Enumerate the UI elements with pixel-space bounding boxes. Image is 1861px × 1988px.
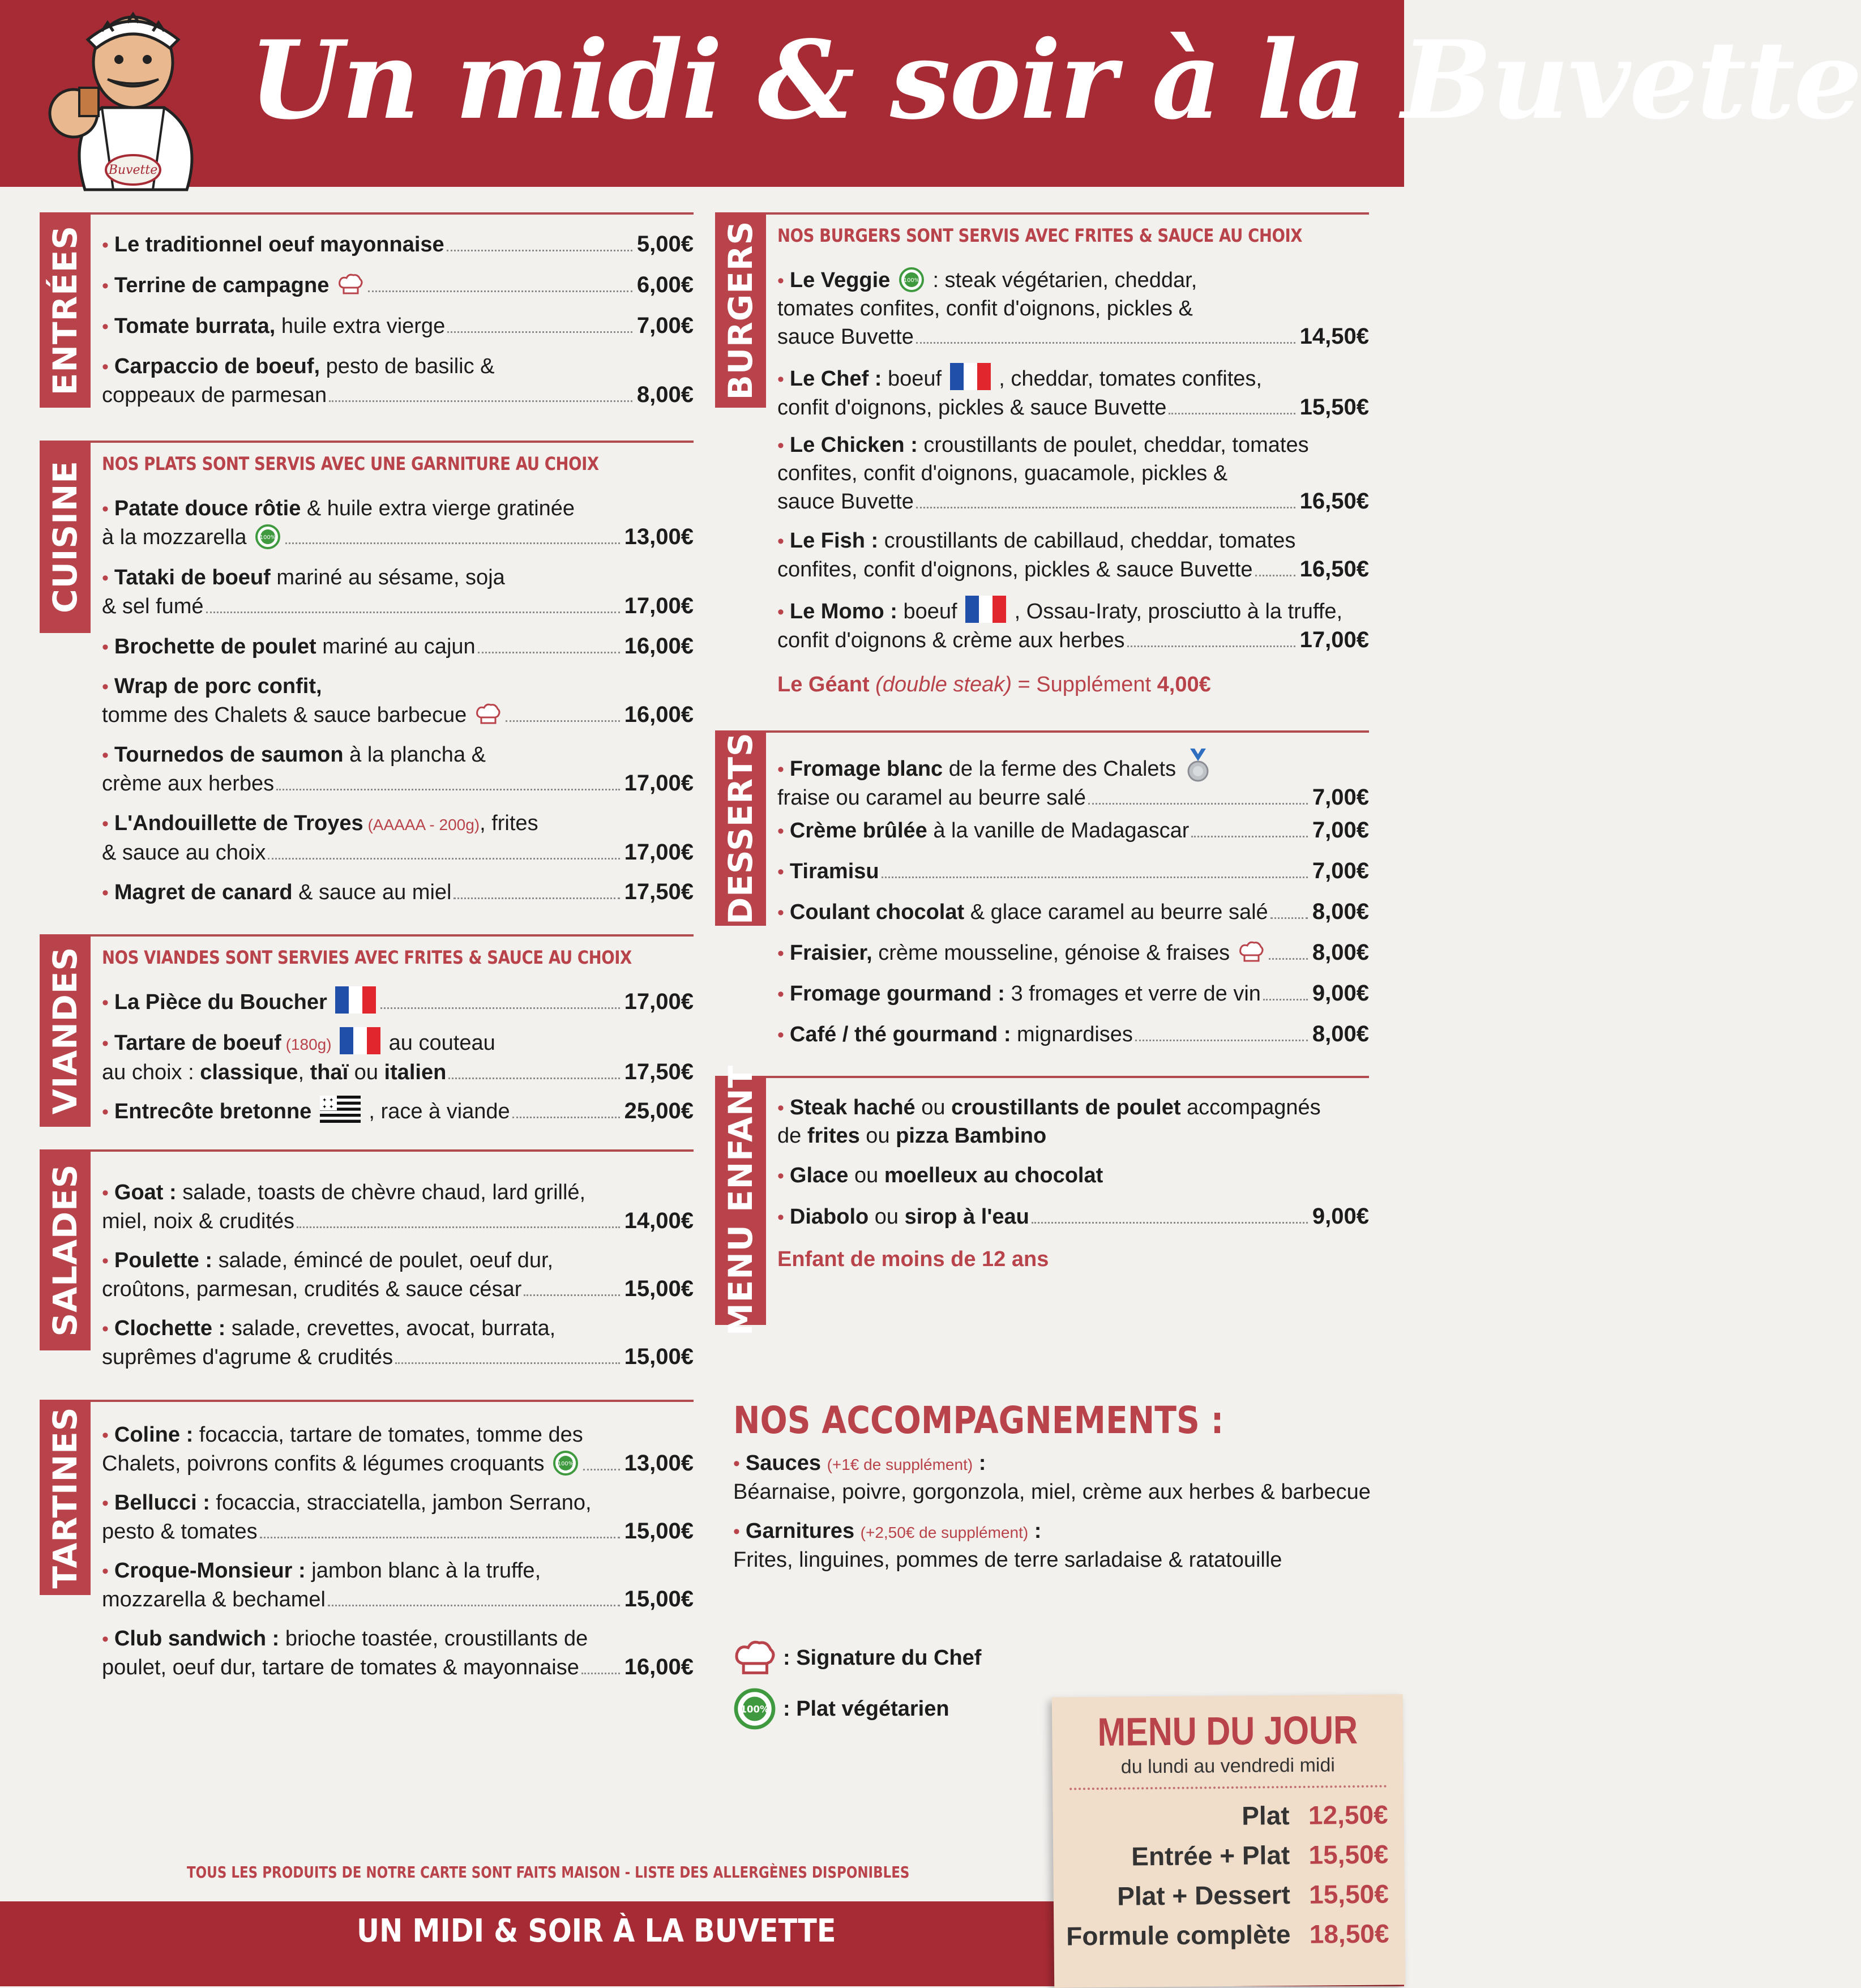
item-desc: boeuf [882, 367, 942, 391]
item-price: 17,00€ [624, 989, 694, 1014]
item-name: Croque-Monsieur : [114, 1559, 306, 1583]
item-desc: coppeaux de parmesan [102, 383, 327, 407]
section-burgers [715, 212, 1369, 711]
accompagnements-title: NOS ACCOMPAGNEMENTS : [733, 1399, 1224, 1442]
legend-chef [733, 1639, 981, 1677]
page-title: Un midi & soir à la Buvette [249, 17, 1861, 143]
section-tab [715, 212, 766, 408]
menu-item: • Patate douce rôtie & huile extra vierge gratinée à la mozzarella 100% 13,00€ [102, 495, 694, 551]
item-desc: confites, confit d'oignons, pickles & sauce Buvette [777, 558, 1253, 582]
item-price: 15,00€ [624, 1276, 694, 1301]
item-desc: à la vanille de Madagascar [927, 819, 1190, 843]
item-desc: croûtons, parmesan, crudités & sauce césar [102, 1277, 522, 1301]
item-price: 7,00€ [1312, 818, 1369, 843]
menu-item: • Entrecôte bretonne ✦ ✦ ✦ ✦ , race à viande 25,00€ [102, 1096, 694, 1126]
item-price: 25,00€ [624, 1098, 694, 1123]
item-desc: confit d'oignons, pickles & sauce Buvette [777, 396, 1167, 420]
menu-du-jour-card [1052, 1694, 1405, 1987]
section-rule [40, 212, 694, 215]
french-flag-icon [965, 596, 1006, 623]
item-desc: pesto & tomates [102, 1520, 258, 1544]
item-desc: & sel fumé [102, 595, 204, 618]
garnitures-label: Garnitures [745, 1519, 855, 1543]
menu-du-jour-row [1242, 1799, 1388, 1831]
menu-item: • Magret de canard & sauce au miel 17,50€ [102, 878, 694, 907]
item-desc: & huile extra vierge gratinée [301, 497, 575, 520]
item-price: 14,00€ [624, 1208, 694, 1233]
item-name: frites [807, 1124, 860, 1148]
menu-item: • Fromage gourmand : 3 fromages et verre de vin 9,00€ [777, 980, 1369, 1008]
item-name: sirop à l'eau [904, 1205, 1029, 1229]
item-price: 16,50€ [1299, 557, 1369, 582]
item-desc: à la mozzarella [102, 525, 247, 549]
menu-item: • Tiramisu 7,00€ [777, 857, 1369, 886]
item-name: Le traditionnel oeuf mayonnaise [114, 233, 444, 256]
row-price: 18,50€ [1309, 1918, 1389, 1949]
item-name: Coline : [114, 1423, 194, 1447]
menu-item: • Le Chicken : croustillants de poulet, cheddar, tomates confites, confit d'oignons, guacamole, pickles & sauce Buvette 16,50€ [777, 431, 1369, 516]
item-desc: mozzarella & bechamel [102, 1588, 326, 1611]
item-desc: tomates confites, confit d'oignons, pickles & [777, 297, 1193, 320]
vegetarian-icon [255, 524, 281, 550]
geant-rest: = Supplément [1011, 673, 1157, 696]
menu-du-jour-subtitle: du lundi au vendredi midi [1120, 1754, 1336, 1778]
section-tab [40, 934, 91, 1127]
row-price: 15,50€ [1308, 1879, 1389, 1909]
menu-item: • Diabolo ou sirop à l'eau 9,00€ [777, 1203, 1369, 1232]
item-desc: confites, confit d'oignons, guacamole, pickles & [777, 461, 1228, 485]
item-price: 15,00€ [624, 1519, 694, 1544]
item-weight: (AAAAA - 200g) [363, 816, 480, 833]
mascot-badge-text: Buvette [108, 163, 158, 177]
item-desc: jambon blanc à la truffe, [305, 1559, 541, 1583]
item-desc: salade, émincé de poulet, oeuf dur, [212, 1249, 554, 1272]
menu-item: • Fraisier, crème mousseline, génoise & fraises 8,00€ [777, 939, 1369, 968]
item-name: Patate douce rôtie [114, 497, 301, 520]
section-desserts [715, 730, 1369, 1064]
item-desc: & sauce au choix [102, 841, 266, 865]
menu-item: • Clochette : salade, crevettes, avocat, burrata, suprêmes d'agrume & crudités 15,00€ [102, 1315, 694, 1371]
item-name: Tomate burrata, [114, 314, 276, 338]
item-name: Le Momo : [789, 600, 897, 623]
item-name: La Pièce du Boucher [114, 990, 327, 1014]
item-name: Café / thé gourmand : [789, 1023, 1011, 1046]
menu-item: • Tartare de boeuf (180g) au couteau au choix : classique, thaï ou italien 17,50€ [102, 1027, 694, 1087]
item-price: 8,00€ [636, 382, 694, 407]
item-weight: (180g) [281, 1036, 332, 1053]
item-desc: , [298, 1061, 310, 1084]
french-flag-icon [950, 363, 991, 390]
french-flag-icon [335, 986, 376, 1014]
item-price: 6,00€ [636, 272, 694, 297]
item-name: Tournedos de saumon [114, 743, 344, 767]
item-price: 8,00€ [1312, 940, 1369, 965]
item-desc: mignardises [1011, 1023, 1133, 1046]
item-name: Le Chicken : [789, 433, 918, 457]
medal-icon [1186, 749, 1210, 783]
item-price: 8,00€ [1312, 1021, 1369, 1046]
item-price: 7,00€ [1312, 785, 1369, 810]
geant-name: Le Géant [777, 673, 870, 696]
footer-note: TOUS LES PRODUITS DE NOTRE CARTE SONT FAITS MAISON - LISTE DES ALLERGÈNES DISPONIBLES [187, 1863, 910, 1882]
item-name: Le Chef : [789, 367, 882, 391]
footer-title: UN MIDI & SOIR À LA BUVETTE [357, 1913, 836, 1949]
menu-item: • Bellucci : focaccia, stracciatella, jambon Serrano, pesto & tomates 15,00€ [102, 1489, 694, 1546]
row-label: Entrée + Plat [1131, 1840, 1290, 1871]
item-desc: mariné au cajun [316, 635, 476, 659]
item-price: 7,00€ [636, 313, 694, 338]
item-price: 9,00€ [1312, 1204, 1369, 1229]
section-tab [40, 1400, 91, 1595]
french-flag-icon [340, 1027, 380, 1054]
chef-hat-icon [475, 703, 501, 725]
item-price: 16,50€ [1299, 489, 1369, 514]
item-name: Fromage gourmand : [789, 982, 1005, 1006]
item-desc: poulet, oeuf dur, tartare de tomates & mayonnaise [102, 1656, 579, 1679]
menu-item: • Steak haché ou croustillants de poulet accompagnés de frites ou pizza Bambino [777, 1096, 1321, 1148]
item-desc: de la ferme des Chalets [943, 757, 1177, 781]
item-name: Carpaccio de boeuf, [114, 354, 320, 378]
item-price: 15,50€ [1299, 395, 1369, 420]
section-tab [40, 441, 91, 633]
section-salades [40, 1149, 694, 1376]
row-label: Formule complète [1066, 1919, 1291, 1951]
menu-item: • Wrap de porc confit, tomme des Chalets & sauce barbecue 16,00€ [102, 673, 694, 729]
item-desc: , frites [480, 811, 538, 835]
item-desc: brioche toastée, croustillants de [279, 1627, 588, 1651]
item-desc: ou [348, 1061, 384, 1084]
row-label: Plat [1242, 1801, 1290, 1831]
section-rule [40, 1149, 694, 1152]
menu-item: • Glace ou moelleux au chocolat [777, 1164, 1103, 1187]
row-label: Plat + Dessert [1117, 1880, 1291, 1911]
section-rule [40, 934, 694, 937]
section-tab-label: SALADES [46, 1163, 84, 1337]
menu-item: • Le Veggie 100% : steak végétarien, cheddar, tomates confites, confit d'oignons, pickles & sauce Buvette 14,50€ [777, 267, 1369, 351]
option-thai: thaï [310, 1061, 349, 1084]
section-note: NOS BURGERS SONT SERVIS AVEC FRITES & SAUCE AU CHOIX [777, 225, 1303, 246]
menu-du-jour-row [1131, 1839, 1388, 1872]
menu-item: • Club sandwich : brioche toastée, croustillants de poulet, oeuf dur, tartare de tomates & mayonnaise 16,00€ [102, 1625, 694, 1682]
item-price: 16,00€ [624, 702, 694, 727]
section-viandes [40, 934, 694, 1127]
item-name: Le Veggie [789, 268, 891, 292]
section-tab [40, 1149, 91, 1350]
item-desc: ou [915, 1096, 952, 1119]
menu-du-jour-row [1066, 1918, 1389, 1952]
item-name: croustillants de poulet [951, 1096, 1181, 1119]
section-tab-label: ENTRÉES [46, 225, 84, 395]
item-price: 15,00€ [624, 1344, 694, 1369]
svg-text:100%: 100% [740, 1704, 769, 1715]
menu-du-jour-divider [1069, 1785, 1387, 1790]
svg-text:✦: ✦ [328, 1104, 334, 1110]
item-name: Glace [789, 1164, 849, 1187]
item-name: Wrap de porc confit, [114, 674, 322, 698]
section-note: NOS PLATS SONT SERVIS AVEC UNE GARNITURE AU CHOIX [102, 453, 599, 474]
item-desc: au couteau [388, 1031, 495, 1055]
option-classique: classique [200, 1061, 298, 1084]
menu-item: • Le traditionnel oeuf mayonnaise 5,00€ [102, 230, 694, 259]
section-tab [715, 1064, 766, 1336]
garnitures-list: Frites, linguines, pommes de terre sarladaise & ratatouille [733, 1548, 1282, 1572]
menu-item: • Crème brûlée à la vanille de Madagascar 7,00€ [777, 816, 1369, 845]
item-desc: au choix : [102, 1061, 200, 1084]
item-price: 7,00€ [1312, 858, 1369, 883]
item-name: Bellucci : [114, 1491, 210, 1515]
item-desc: ou [869, 1205, 905, 1229]
item-name: Goat : [114, 1181, 177, 1204]
item-name: L'Andouillette de Troyes [114, 811, 363, 835]
chef-hat-icon [337, 273, 363, 296]
item-desc: & sauce au miel [292, 880, 452, 904]
breton-flag-icon [320, 1096, 361, 1123]
item-desc: crème aux herbes [102, 772, 275, 796]
garnitures-supplement: (+2,50€ de supplément) [860, 1524, 1029, 1541]
menu-item: • Coline : focaccia, tartare de tomates, tomme des Chalets, poivrons confits & légumes croquants 100% 13,00€ [102, 1421, 694, 1478]
section-rule [715, 1076, 1369, 1078]
item-desc: Chalets, poivrons confits & légumes croquants [102, 1452, 545, 1476]
item-price: 17,50€ [624, 879, 694, 904]
section-tab [40, 212, 91, 408]
item-desc: accompagnés [1180, 1096, 1321, 1119]
item-desc: sauce Buvette [777, 325, 914, 349]
menu-item: • Tataki de boeuf mariné au sésame, soja & sel fumé 17,00€ [102, 564, 694, 621]
svg-text:100%: 100% [259, 535, 276, 541]
section-tab-label: TARTINES [46, 1406, 84, 1589]
item-name: Club sandwich : [114, 1627, 280, 1651]
section-tab-label: CUISINE [46, 460, 84, 613]
menu-item: • Carpaccio de boeuf, pesto de basilic & coppeaux de parmesan 8,00€ [102, 353, 694, 409]
accompagnements-garnitures: • Garnitures (+2,50€ de supplément) : Frites, linguines, pommes de terre sarladaise & ratatouille [733, 1517, 1282, 1574]
item-price: 17,00€ [1299, 627, 1369, 652]
chef-hat-icon [1238, 940, 1264, 963]
section-menu-enfant [715, 1064, 1369, 1336]
item-price: 14,50€ [1299, 324, 1369, 349]
section-rule [40, 441, 694, 443]
item-desc: à la plancha & [343, 743, 486, 767]
item-desc: & glace caramel au beurre salé [964, 900, 1268, 924]
item-desc: : steak végétarien, cheddar, [932, 268, 1197, 292]
item-name: Crème brûlée [789, 819, 927, 843]
menu-item: • Le Fish : croustillants de cabillaud, cheddar, tomates confites, confit d'oignons, pickles & sauce Buvette 16,50€ [777, 527, 1369, 584]
geant-paren: (double steak) [875, 673, 1012, 696]
legend-veg [733, 1687, 949, 1730]
mascot-illustration [34, 8, 226, 195]
item-name: Clochette : [114, 1316, 226, 1340]
item-name: Steak haché [789, 1096, 915, 1119]
item-price: 5,00€ [636, 232, 694, 256]
svg-text:100%: 100% [903, 277, 920, 284]
section-cuisine [40, 441, 694, 916]
row-price: 15,50€ [1308, 1839, 1389, 1870]
item-price: 16,00€ [624, 1654, 694, 1679]
item-desc: croustillants de cabillaud, cheddar, tomates [878, 529, 1296, 553]
item-desc: salade, crevettes, avocat, burrata, [225, 1316, 556, 1340]
menu-item: • Café / thé gourmand : mignardises 8,00€ [777, 1020, 1369, 1049]
item-name: moelleux au chocolat [884, 1164, 1103, 1187]
item-name: Brochette de poulet [114, 635, 316, 659]
item-desc: tomme des Chalets & sauce barbecue [102, 703, 467, 727]
menu-item: • Le Chef : boeuf , cheddar, tomates confites, confit d'oignons, pickles & sauce Buvette 15,50€ [777, 363, 1369, 422]
item-price: 17,00€ [624, 593, 694, 618]
svg-text:100%: 100% [557, 1461, 574, 1467]
item-desc: 3 fromages et verre de vin [1004, 982, 1261, 1006]
item-name: Poulette : [114, 1249, 213, 1272]
item-desc: ou [848, 1164, 884, 1187]
sauces-supplement: (+1€ de supplément) [827, 1456, 973, 1473]
item-desc: de [777, 1124, 807, 1148]
legend-chef-label: : Signature du Chef [783, 1645, 982, 1670]
item-price: 17,50€ [624, 1059, 694, 1084]
item-name: Coulant chocolat [789, 900, 965, 924]
menu-item: • Tournedos de saumon à la plancha & crème aux herbes 17,00€ [102, 741, 694, 798]
accompagnements-sauces: • Sauces (+1€ de supplément) : Béarnaise, poivre, gorgonzola, miel, crème aux herbes & barbecue [733, 1450, 1371, 1506]
item-price: 17,00€ [624, 840, 694, 865]
section-tab-label: MENU ENFANT [721, 1064, 760, 1336]
section-tab-label: DESSERTS [721, 732, 760, 925]
item-desc: fraise ou caramel au beurre salé [777, 786, 1086, 810]
item-desc: croustillants de poulet, cheddar, tomates [917, 433, 1309, 457]
menu-item: • Goat : salade, toasts de chèvre chaud, lard grillé, miel, noix & crudités 14,00€ [102, 1179, 694, 1235]
chef-hat-icon [733, 1639, 776, 1677]
menu-item: • Croque-Monsieur : jambon blanc à la truffe, mozzarella & bechamel 15,00€ [102, 1557, 694, 1614]
menu-item: • La Pièce du Boucher 17,00€ [102, 986, 694, 1017]
item-desc: , Ossau-Iraty, prosciutto à la truffe, [1014, 600, 1343, 623]
item-desc: sauce Buvette [777, 490, 914, 514]
vegetarian-icon [733, 1687, 776, 1730]
item-desc: confit d'oignons & crème aux herbes [777, 629, 1125, 652]
item-price: 13,00€ [624, 1451, 694, 1476]
section-tab-label: VIANDES [46, 946, 84, 1115]
menu-du-jour-title: MENU DU JOUR [1097, 1708, 1358, 1755]
item-desc: crème mousseline, génoise & fraises [872, 941, 1230, 965]
geant-supplement [777, 671, 1369, 699]
row-price: 12,50€ [1308, 1799, 1388, 1830]
item-price: 16,00€ [624, 634, 694, 659]
sauces-label: Sauces [745, 1451, 821, 1475]
item-desc: mariné au sésame, soja [270, 566, 505, 589]
menu-item: • Terrine de campagne 6,00€ [102, 271, 694, 300]
menu-item: • Tomate burrata, huile extra vierge 7,00€ [102, 312, 694, 341]
vegetarian-icon [553, 1450, 579, 1476]
menu-item: • L'Andouillette de Troyes (AAAAA - 200g), frites & sauce au choix 17,00€ [102, 810, 694, 867]
item-name: Terrine de campagne [114, 273, 330, 297]
item-desc: boeuf [897, 600, 957, 623]
item-name: Magret de canard [114, 880, 293, 904]
item-price: 8,00€ [1312, 899, 1369, 924]
legend-veg-label: : Plat végétarien [783, 1696, 949, 1721]
item-name: Diabolo [789, 1205, 869, 1229]
menu-item: • Le Momo : boeuf , Ossau-Iraty, prosciutto à la truffe, confit d'oignons & crème aux herbes 17,00€ [777, 596, 1369, 655]
svg-text:✦: ✦ [322, 1104, 327, 1110]
item-desc: focaccia, tartare de tomates, tomme des [193, 1423, 583, 1447]
item-name: Le Fish : [789, 529, 879, 553]
item-name: Fraisier, [789, 941, 872, 965]
menu-du-jour-row [1117, 1879, 1389, 1912]
item-desc: suprêmes d'agrume & crudités [102, 1345, 393, 1369]
item-price: 15,00€ [624, 1587, 694, 1611]
item-desc: pesto de basilic & [320, 354, 495, 378]
sauces-colon: : [973, 1451, 986, 1475]
item-desc: , cheddar, tomates confites, [999, 367, 1262, 391]
item-name: Tataki de boeuf [114, 566, 271, 589]
item-name: pizza Bambino [896, 1124, 1047, 1148]
item-name: Tiramisu [789, 860, 879, 883]
item-price: 9,00€ [1312, 981, 1369, 1006]
section-rule [715, 212, 1369, 215]
item-desc: huile extra vierge [275, 314, 446, 338]
svg-text:✦: ✦ [322, 1097, 327, 1104]
menu-item: • Fromage blanc de la ferme des Chalets fraise ou caramel au beurre salé 7,00€ [777, 749, 1369, 812]
item-desc: salade, toasts de chèvre chaud, lard grillé, [176, 1181, 586, 1204]
section-rule [40, 1400, 694, 1402]
section-tartines [40, 1400, 694, 1694]
section-rule [715, 730, 1369, 733]
item-desc: focaccia, stracciatella, jambon Serrano, [209, 1491, 592, 1515]
item-name: Entrecôte bretonne [114, 1100, 312, 1123]
vegetarian-icon [899, 267, 925, 293]
item-name: Fromage blanc [789, 757, 943, 781]
sauces-list: Béarnaise, poivre, gorgonzola, miel, crème aux herbes & barbecue [733, 1480, 1371, 1504]
menu-item: • Brochette de poulet mariné au cajun 16,00€ [102, 632, 694, 661]
enfant-note: Enfant de moins de 12 ans [777, 1247, 1049, 1271]
item-desc: ou [859, 1124, 896, 1148]
item-price: 13,00€ [624, 524, 694, 549]
geant-price: 4,00€ [1157, 673, 1211, 696]
section-note: NOS VIANDES SONT SERVIES AVEC FRITES & SAUCE AU CHOIX [102, 947, 632, 968]
item-desc: , race à viande [369, 1100, 510, 1123]
section-entrees [40, 212, 694, 408]
svg-text:✦: ✦ [328, 1097, 334, 1104]
section-tab [715, 730, 766, 926]
item-desc: miel, noix & crudités [102, 1209, 295, 1233]
menu-item: • Poulette : salade, émincé de poulet, oeuf dur, croûtons, parmesan, crudités & sauce césar 15,00€ [102, 1247, 694, 1303]
item-name: Tartare de boeuf [114, 1031, 281, 1055]
garnitures-colon: : [1028, 1519, 1042, 1543]
option-italien: italien [384, 1061, 447, 1084]
section-tab-label: BURGERS [721, 220, 760, 400]
menu-item: • Coulant chocolat & glace caramel au beurre salé 8,00€ [777, 898, 1369, 927]
item-price: 17,00€ [624, 771, 694, 796]
